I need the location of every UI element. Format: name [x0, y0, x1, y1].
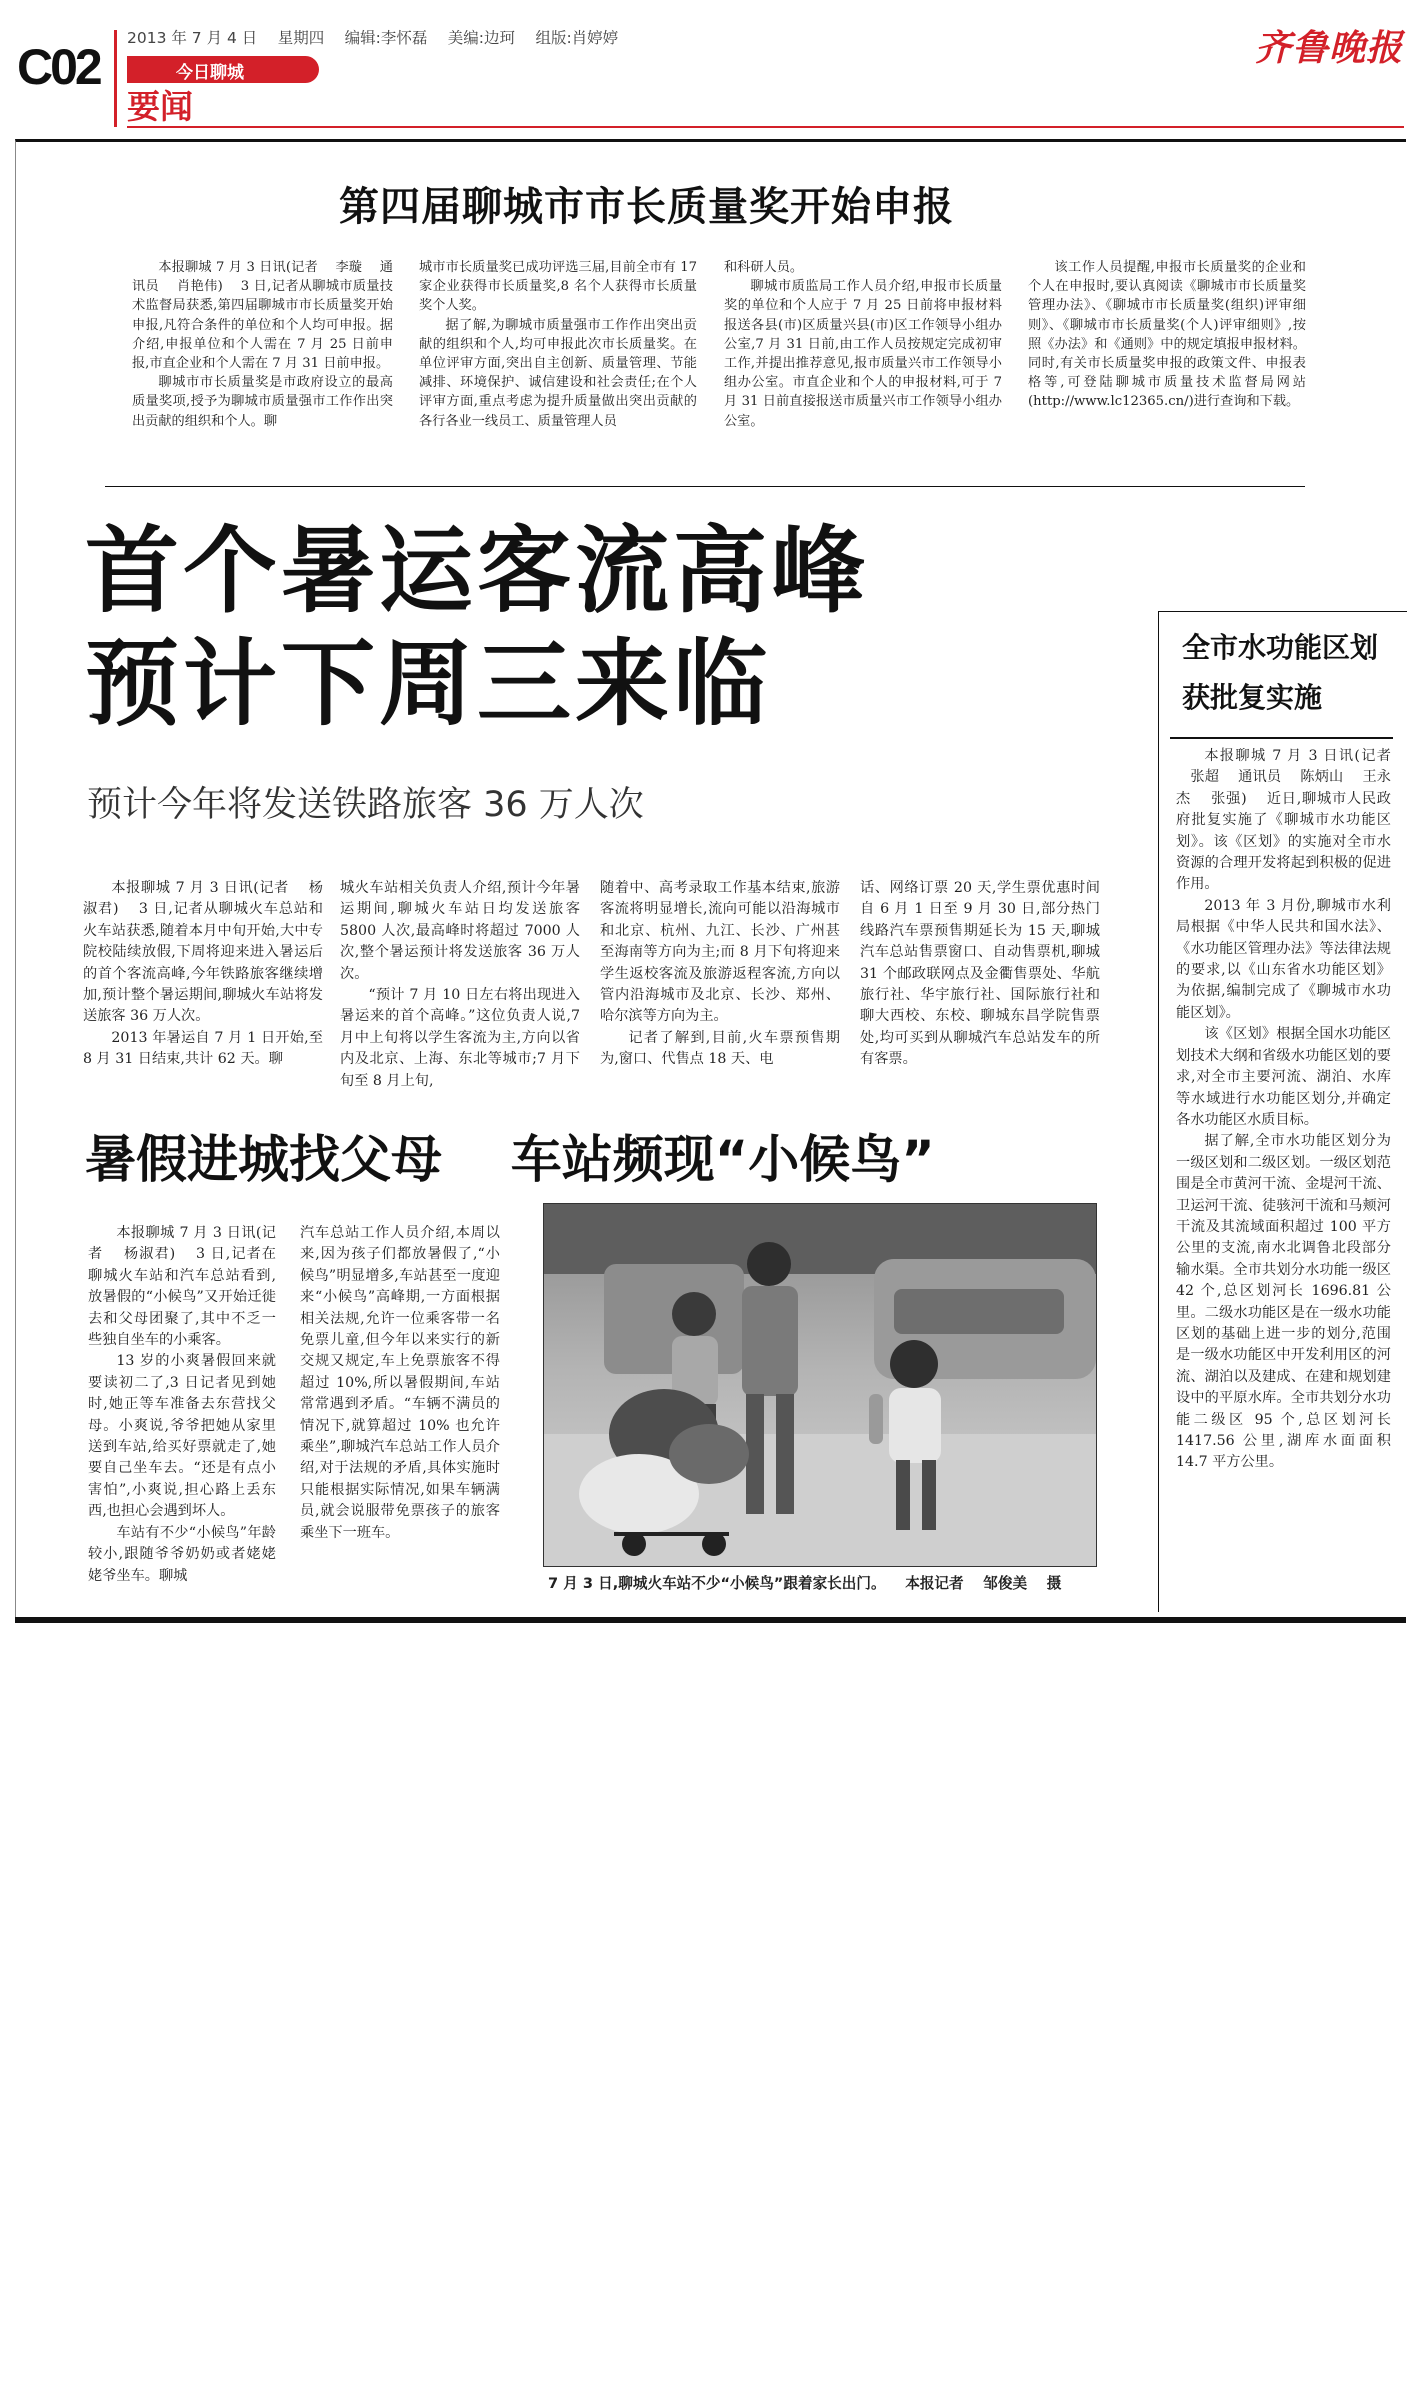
article1-paragraph: 和科研人员。 [724, 260, 804, 275]
sidebar-headline-line1: 全市水功能区划 [1182, 631, 1379, 664]
news-photo [543, 1203, 1097, 1567]
photo-caption: 7 月 3 日,聊城火车站不少“小候鸟”跟着家长出门。 本报记者 邹俊美 摄 [548, 1575, 1062, 1592]
article1-column-3 [724, 258, 1002, 431]
masthead-meta: 2013 年 7 月 4 日 星期四 编辑:李怀磊 美编:边珂 组版:肖婷婷 [127, 29, 619, 47]
article1-divider [105, 486, 1305, 487]
article1-headline: 第四届聊城市市长质量奖开始申报 [339, 184, 954, 230]
article1-column-4 [1028, 258, 1306, 412]
sidebar-body [1176, 746, 1391, 1474]
article1-paragraph: 据了解,为聊城市质量强市工作作出突出贡献的组织和个人,均可申报此次市长质量奖。在单位评审方面,突出自主创新、质量管理、节能减排、环境保护、诚信建设和社会责任;在个人评审方面,重点考虑为提升质量做出突出贡献的各行各业一线员工、质量管理人员 [419, 317, 697, 429]
article2-paragraph: 记者了解到,目前,火车票预售期为,窗口、代售点 18 天、电 [600, 1029, 840, 1068]
article3-paragraph: 13 岁的小爽暑假回来就要读初二了,3 日记者见到她时,她正等车准备去东营找父母。小爽说,爷爷把她从家里送到车站,给买好票就走了,她要自己坐车去。“还是有点小害怕”,小爽说,担心路上丢东西,也担心会遇到坏人。 [88, 1353, 276, 1520]
article3-column-1 [88, 1223, 276, 1587]
article3-headline: 暑假进城找父母 车站频现“小候鸟” [85, 1131, 935, 1190]
sidebar-headline-rule [1170, 737, 1393, 739]
sidebar-paragraph: 本报聊城 7 月 3 日讯(记者 张超 通讯员 陈炳山 王永杰 张强) 近日,聊城市人民政府批复实施了《聊城市水功能区划》。该《区划》的实施对全市水资源的合理开发将起到积极的促进作用。 [1176, 748, 1391, 893]
article3-paragraph: 汽车总站工作人员介绍,本周以来,因为孩子们都放暑假了,“小候鸟”明显增多,车站甚至一度迎来“小候鸟”高峰期,一方面根据相关法规,允许一位乘客带一名免票儿童,但今年以来实行的新交规又规定,车上免票旅客不得超过 10%,所以暑假期间,车站常常遇到矛盾。“车辆不满员的情况下,就算超过 10% 也允许乘坐”,聊城汽车总站工作人员介绍,对于法规的矛盾,具体实施时只能根据实际情况,如果车辆满员,就会说服带免票孩子的旅客乘坐下一班车。 [300, 1225, 500, 1541]
article2-column-1 [83, 878, 323, 1071]
article2-paragraph: “预计 7 月 10 日左右将出现进入暑运来的首个高峰。”这位负责人说,7 月中上旬将以学生客流为主,方向以省内及北京、上海、东北等城市;7 月下旬至 8 月上旬, [340, 987, 580, 1089]
article2-paragraph: 话、网络订票 20 天,学生票优惠时间自 6 月 1 日至 9 月 30 日,部分热门线路汽车票预售期延长为 15 天,聊城汽车总站售票窗口、自动售票机,聊城 31 个邮政联网点及金衢售票处、华航旅行社、华宇旅行社、国际旅行社和聊大西校、东校、聊城东昌学院售票处,均可买到从聊城汽车总站发车的所有客票。 [860, 880, 1100, 1068]
sidebar-headline-line2: 获批复实施 [1182, 681, 1323, 714]
article2-column-4 [860, 878, 1100, 1071]
sidebar-paragraph: 据了解,全市水功能区划分为一级区划和二级区划。一级区划范围是全市黄河干流、金堤河干流、卫运河干流、徒骇河干流和马颊河干流及其流域面积超过 100 平方公里的支流,南水北调鲁北段部分输水渠。全市共划分水功能一级区 42 个,总区划河长 1696.81 公里。二级水功能区是在一级水功能区划的基础上进一步的划分,范围是一级水功能区中开发利用区的河流、湖泊以及建成、在建和规划建设中的平原水库。全市共划分水功能二级区 95 个,总区划河长 1417.56 公里,湖库水面面积 14.7 平方公里。 [1176, 1133, 1391, 1471]
article1-paragraph: 城市市长质量奖已成功评选三届,目前全市有 17 家企业获得市长质量奖,8 名个人获得市长质量奖个人奖。 [419, 260, 697, 314]
article2-column-3 [600, 878, 840, 1071]
article1-paragraph: 聊城市质监局工作人员介绍,申报市长质量奖的单位和个人应于 7 月 25 日前将申报材料报送各县(市)区质量兴县(市)区工作领导小组办公室,7 月 31 日前,由工作人员按规定完成初审工作,并提出推荐意见,报市质量兴市工作领导小组办公室。市直企业和个人的申报材料,可于 7 月 31 日前直接报送市质量兴市工作领导小组办公室。 [724, 279, 1002, 429]
frame-bottom-rule [15, 1617, 1406, 1623]
article2-headline-line2: 预计下周三来临 [85, 630, 772, 739]
masthead-underline [127, 126, 1404, 128]
article2-subhead: 预计今年将发送铁路旅客 36 万人次 [87, 785, 644, 825]
article2-column-2 [340, 878, 580, 1092]
article1-paragraph: 该工作人员提醒,申报市长质量奖的企业和个人在申报时,要认真阅读《聊城市市长质量奖管理办法》、《聊城市市长质量奖(组织)评审细则》、《聊城市市长质量奖(个人)评审细则》,按照《办法》和《通则》中的规定填报申报材料。同时,有关市长质量奖申报的政策文件、申报表格等,可登陆聊城市质量技术监督局网站(http://www.lc12365.cn/)进行查询和下载。 [1028, 260, 1306, 410]
paper-logo: 齐鲁晚报 [1255, 27, 1404, 69]
sidebar-paragraph: 该《区划》根据全国水功能区划技术大纲和省级水功能区划的要求,对全市主要河流、湖泊、水库等水域进行水功能区划分,并确定各水功能区水质目标。 [1176, 1026, 1391, 1128]
article2-paragraph: 随着中、高考录取工作基本结束,旅游客流将明显增长,流向可能以沿海城市和北京、杭州、九江、长沙、广州甚至海南等方向为主;而 8 月下旬将迎来学生返校客流及旅游返程客流,方向以管内沿海城市及北京、长沙、郑州、哈尔滨等方向为主。 [600, 880, 840, 1025]
article1-paragraph: 聊城市市长质量奖是市政府设立的最高质量奖项,授予为聊城市质量强市工作作出突出贡献的组织和个人。聊 [132, 375, 393, 429]
photo-scene-illustration [544, 1204, 1096, 1566]
article3-column-2 [300, 1223, 500, 1544]
sidebar-paragraph: 2013 年 3 月份,聊城市水利局根据《中华人民共和国水法》、《水功能区管理办法》等法律法规的要求,以《山东省水功能区划》为依据,编制完成了《聊城市水功能区划》。 [1176, 897, 1391, 1021]
page-code: C02 [17, 39, 100, 95]
section-tag [127, 56, 319, 83]
section-title: 要闻 [127, 87, 193, 126]
section-tag-label: 今日聊城 [176, 63, 244, 83]
article2-paragraph: 2013 年暑运自 7 月 1 日开始,至 8 月 31 日结束,共计 62 天。聊 [83, 1029, 323, 1068]
article1-column-2 [419, 258, 697, 431]
masthead-divider [114, 30, 117, 127]
article2-headline-line1: 首个暑运客流高峰 [85, 517, 870, 626]
article2-paragraph: 城火车站相关负责人介绍,预计今年暑运期间,聊城火车站日均发送旅客 5800 人次,最高峰时将超过 7000 人次,整个暑运预计将发送旅客 36 万人次。 [340, 880, 580, 982]
article1-paragraph: 本报聊城 7 月 3 日讯(记者 李璇 通讯员 肖艳伟) 3 日,记者从聊城市质量技术监督局获悉,第四届聊城市市长质量奖开始申报,凡符合条件的单位和个人均可申报。据介绍,申报单位和个人需在 7 月 25 日前申报,市直企业和个人需在 7 月 31 日前申报。 [132, 260, 393, 372]
article1-column-1 [132, 258, 393, 431]
article3-paragraph: 本报聊城 7 月 3 日讯(记者 杨淑君) 3 日,记者在聊城火车站和汽车总站看到,放暑假的“小候鸟”又开始迁徙去和父母团聚了,其中不乏一些独自坐车的小乘客。 [88, 1225, 276, 1349]
article3-paragraph: 车站有不少“小候鸟”年龄较小,跟随爷爷奶奶或者姥姥姥爷坐车。聊城 [88, 1524, 276, 1584]
article2-paragraph: 本报聊城 7 月 3 日讯(记者 杨淑君) 3 日,记者从聊城火车总站和火车站获悉,随着本月中旬开始,大中专院校陆续放假,下周将迎来进入暑运后的首个客流高峰,今年铁路旅客继续增加,预计整个暑运期间,聊城火车站将发送旅客 36 万人次。 [83, 880, 323, 1025]
